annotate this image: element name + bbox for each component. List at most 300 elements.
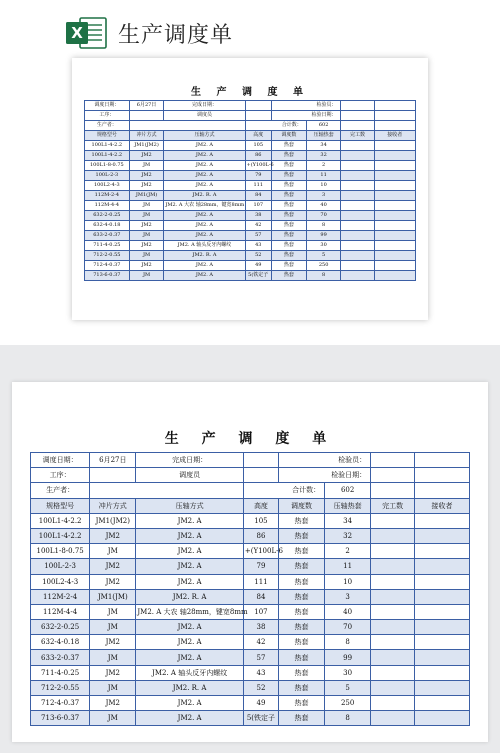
punch-method-cell: JM xyxy=(90,650,136,665)
receiver-cell[interactable] xyxy=(374,141,415,151)
dispatch-cell: 热套 xyxy=(271,181,306,191)
height-cell: 42 xyxy=(243,635,278,650)
punch-method-cell: JM2 xyxy=(129,221,164,231)
process-value[interactable] xyxy=(129,111,164,121)
spec-cell: 100L1-4-2.2 xyxy=(31,513,90,528)
table-row xyxy=(85,241,416,251)
producer-label: 生产者： xyxy=(85,121,130,131)
punch-method-cell: JM xyxy=(90,544,136,559)
dispatch-cell: 热套 xyxy=(271,161,306,171)
dispatch-cell: 热套 xyxy=(279,559,325,574)
receiver-cell[interactable] xyxy=(415,711,470,726)
blank-cell xyxy=(374,121,415,131)
inspector-value[interactable] xyxy=(341,101,374,111)
punch-method-cell: JM xyxy=(129,271,164,281)
excel-logo-letter: X xyxy=(71,24,83,42)
height-cell: 86 xyxy=(245,151,271,161)
producer-value[interactable] xyxy=(90,483,244,498)
excel-icon xyxy=(64,15,108,51)
completed-cell[interactable] xyxy=(341,271,374,281)
height-cell: 57 xyxy=(245,231,271,241)
punch-method-cell: JM xyxy=(129,251,164,261)
punch-method-cell: JM2 xyxy=(90,665,136,680)
receiver-cell[interactable] xyxy=(415,650,470,665)
finish-date-value[interactable] xyxy=(243,453,278,468)
press-method-cell: JM2. A xyxy=(164,261,245,271)
press-fit-cell: 11 xyxy=(325,559,371,574)
spec-cell: 112M-4-4 xyxy=(31,604,90,619)
press-method-cell: JM2. A xyxy=(164,141,245,151)
press-method-cell: JM2. A xyxy=(136,620,244,635)
spec-cell: 712-4-0.37 xyxy=(31,696,90,711)
press-fit-cell: 5 xyxy=(325,680,371,695)
table-row xyxy=(31,635,470,650)
height-cell: 86 xyxy=(243,528,278,543)
app-header xyxy=(0,0,500,55)
table-row xyxy=(85,171,416,181)
column-header: 规格型号 xyxy=(31,498,90,513)
press-fit-cell: 8 xyxy=(306,271,341,281)
press-fit-cell: 8 xyxy=(325,635,371,650)
table-row xyxy=(31,559,470,574)
dispatch-cell: 热套 xyxy=(271,171,306,181)
height-cell: 79 xyxy=(245,171,271,181)
press-fit-cell: 70 xyxy=(306,211,341,221)
punch-method-cell: JM xyxy=(129,161,164,171)
blank-cell xyxy=(415,453,470,468)
column-header: 压轴方式 xyxy=(164,131,245,141)
press-method-cell: JM2. R. A xyxy=(136,680,244,695)
receiver-cell[interactable] xyxy=(374,161,415,171)
press-method-cell: JM2. A xyxy=(136,696,244,711)
receiver-cell[interactable] xyxy=(415,620,470,635)
press-method-cell: JM2. A 轴头反牙内螺纹 xyxy=(164,241,245,251)
dispatch-table xyxy=(30,452,470,726)
column-header: 完工数 xyxy=(341,131,374,141)
completed-cell[interactable] xyxy=(341,251,374,261)
press-method-cell: JM2. A xyxy=(136,574,244,589)
table-row xyxy=(85,251,416,261)
press-fit-cell: 34 xyxy=(306,141,341,151)
press-fit-cell: 5 xyxy=(306,251,341,261)
table-row xyxy=(31,528,470,543)
spec-cell: 632-4-0.18 xyxy=(31,635,90,650)
completed-cell[interactable] xyxy=(371,574,415,589)
receiver-cell[interactable] xyxy=(415,574,470,589)
inspector-label: 检验员： xyxy=(279,453,371,468)
table-row xyxy=(31,650,470,665)
receiver-cell[interactable] xyxy=(374,221,415,231)
receiver-cell[interactable] xyxy=(374,271,415,281)
info-row-process xyxy=(31,468,470,483)
spec-cell: 100L1-8-0.75 xyxy=(85,161,130,171)
dispatch-cell: 热套 xyxy=(271,141,306,151)
receiver-cell[interactable] xyxy=(415,604,470,619)
height-cell: 111 xyxy=(245,181,271,191)
press-fit-cell: 40 xyxy=(325,604,371,619)
receiver-cell[interactable] xyxy=(415,665,470,680)
blank-cell xyxy=(341,121,374,131)
column-header: 完工数 xyxy=(371,498,415,513)
process-label: 工序： xyxy=(31,468,90,483)
process-label: 工序： xyxy=(85,111,130,121)
height-cell: 79 xyxy=(243,559,278,574)
dispatch-cell: 热套 xyxy=(271,251,306,261)
press-method-cell: JM2. A xyxy=(136,528,244,543)
press-fit-cell: 11 xyxy=(306,171,341,181)
receiver-cell[interactable] xyxy=(374,171,415,181)
press-method-cell: JM2. A 大农 轴28mm，键宽8mm xyxy=(164,201,245,211)
dispatch-cell: 热套 xyxy=(279,528,325,543)
total-label: 合计数： xyxy=(245,121,306,131)
punch-method-cell: JM xyxy=(90,711,136,726)
spec-cell: 100L1-4-2.2 xyxy=(31,528,90,543)
press-method-cell: JM2. A 大农 轴28mm，键宽8mm xyxy=(136,604,244,619)
dispatcher-label: 调度员 xyxy=(136,468,244,483)
punch-method-cell: JM1(JM2) xyxy=(90,513,136,528)
completed-cell[interactable] xyxy=(341,191,374,201)
sheet-main xyxy=(12,382,488,742)
dispatch-cell: 热套 xyxy=(279,574,325,589)
column-header-row xyxy=(85,131,416,141)
column-header: 接收者 xyxy=(415,498,470,513)
spec-cell: 712-2-0.55 xyxy=(31,680,90,695)
blank-cell xyxy=(415,468,470,483)
punch-method-cell: JM xyxy=(129,211,164,221)
punch-method-cell: JM2 xyxy=(90,635,136,650)
press-method-cell: JM2. A xyxy=(164,221,245,231)
press-method-cell: JM2. A xyxy=(164,151,245,161)
press-method-cell: JM2. A xyxy=(164,211,245,221)
press-method-cell: JM2. R. A xyxy=(136,589,244,604)
receiver-cell[interactable] xyxy=(374,211,415,221)
press-fit-cell: 250 xyxy=(325,696,371,711)
punch-method-cell: JM1(JM) xyxy=(90,589,136,604)
completed-cell[interactable] xyxy=(371,559,415,574)
completed-cell[interactable] xyxy=(371,711,415,726)
table-row xyxy=(85,211,416,221)
info-row-producer xyxy=(31,483,470,498)
punch-method-cell: JM2 xyxy=(90,574,136,589)
dispatch-cell: 热套 xyxy=(271,271,306,281)
process-value[interactable] xyxy=(90,468,136,483)
press-fit-cell: 10 xyxy=(306,181,341,191)
dispatch-cell: 热套 xyxy=(279,711,325,726)
preview-dispatch-table xyxy=(84,100,416,281)
receiver-cell[interactable] xyxy=(374,261,415,271)
punch-method-cell: JM2 xyxy=(90,528,136,543)
finish-date-value[interactable] xyxy=(245,101,271,111)
press-method-cell: JM2. A xyxy=(136,711,244,726)
dispatch-cell: 热套 xyxy=(279,620,325,635)
spec-cell: 632-4-0.18 xyxy=(85,221,130,231)
spec-cell: 633-2-0.37 xyxy=(31,650,90,665)
receiver-cell[interactable] xyxy=(374,191,415,201)
completed-cell[interactable] xyxy=(341,241,374,251)
press-method-cell: JM2. A xyxy=(164,161,245,171)
press-fit-cell: 10 xyxy=(325,574,371,589)
dispatch-cell: 热套 xyxy=(279,696,325,711)
press-fit-cell: 30 xyxy=(325,665,371,680)
table-row xyxy=(85,141,416,151)
column-header: 压轴热套 xyxy=(306,131,341,141)
producer-value[interactable] xyxy=(129,121,245,131)
press-method-cell: JM2. A xyxy=(136,635,244,650)
press-method-cell: JM2. R. A xyxy=(164,251,245,261)
press-fit-cell: 40 xyxy=(306,201,341,211)
completed-cell[interactable] xyxy=(371,680,415,695)
punch-method-cell: JM1(JM2) xyxy=(129,141,164,151)
table-row xyxy=(31,620,470,635)
info-row-dates xyxy=(85,101,416,111)
press-method-cell: JM2. A xyxy=(164,271,245,281)
dispatch-cell: 热套 xyxy=(271,211,306,221)
table-row xyxy=(31,711,470,726)
table-row xyxy=(85,181,416,191)
press-method-cell: JM2. A xyxy=(136,650,244,665)
completed-cell[interactable] xyxy=(371,513,415,528)
height-cell: 84 xyxy=(243,589,278,604)
sheet-preview[interactable] xyxy=(72,58,428,320)
spec-cell: 712-2-0.55 xyxy=(85,251,130,261)
press-fit-cell: 99 xyxy=(306,231,341,241)
punch-method-cell: JM2 xyxy=(90,559,136,574)
height-cell: +(Y100L-6 xyxy=(245,161,271,171)
spec-cell: 633-2-0.37 xyxy=(85,231,130,241)
press-fit-cell: 2 xyxy=(306,161,341,171)
spec-cell: 711-4-0.25 xyxy=(31,665,90,680)
receiver-cell[interactable] xyxy=(374,151,415,161)
table-row xyxy=(31,680,470,695)
table-row xyxy=(31,513,470,528)
dispatch-cell: 热套 xyxy=(279,513,325,528)
completed-cell[interactable] xyxy=(341,231,374,241)
height-cell: 105 xyxy=(245,141,271,151)
dispatcher-value[interactable] xyxy=(243,468,278,483)
table-row xyxy=(31,604,470,619)
press-fit-cell: 99 xyxy=(325,650,371,665)
height-cell: 52 xyxy=(245,251,271,261)
completed-cell[interactable] xyxy=(341,151,374,161)
completed-cell[interactable] xyxy=(341,141,374,151)
press-fit-cell: 70 xyxy=(325,620,371,635)
height-cell: 111 xyxy=(243,574,278,589)
dispatch-cell: 热套 xyxy=(271,261,306,271)
height-cell: 43 xyxy=(245,241,271,251)
table-row xyxy=(85,271,416,281)
dispatch-cell: 热套 xyxy=(279,589,325,604)
punch-method-cell: JM xyxy=(129,231,164,241)
spec-cell: 100L1-4-2.2 xyxy=(85,151,130,161)
dispatch-cell: 热套 xyxy=(271,231,306,241)
spec-cell: 100L-2-3 xyxy=(31,559,90,574)
receiver-cell[interactable] xyxy=(415,528,470,543)
dispatcher-label: 调度员 xyxy=(164,111,245,121)
finish-date-label: 完成日期： xyxy=(136,453,244,468)
height-cell: 57 xyxy=(243,650,278,665)
press-fit-cell: 32 xyxy=(325,528,371,543)
column-header: 冲片方式 xyxy=(90,498,136,513)
table-row xyxy=(31,665,470,680)
info-row-dates xyxy=(31,453,470,468)
press-method-cell: JM2. A xyxy=(164,181,245,191)
completed-cell[interactable] xyxy=(371,528,415,543)
height-cell: 43 xyxy=(243,665,278,680)
spec-cell: 112M-2-4 xyxy=(31,589,90,604)
date-label: 调度日期： xyxy=(85,101,130,111)
receiver-cell[interactable] xyxy=(415,696,470,711)
press-fit-cell: 32 xyxy=(306,151,341,161)
inspect-date-label: 检验日期： xyxy=(271,111,341,121)
spec-cell: 713-6-0.37 xyxy=(85,271,130,281)
spec-cell: 112M-4-4 xyxy=(85,201,130,211)
receiver-cell[interactable] xyxy=(415,559,470,574)
press-fit-cell: 3 xyxy=(325,589,371,604)
table-row xyxy=(85,231,416,241)
blank-cell xyxy=(374,111,415,121)
column-header-row xyxy=(31,498,470,513)
table-row xyxy=(31,696,470,711)
completed-cell[interactable] xyxy=(341,171,374,181)
date-value[interactable]: 6月27日 xyxy=(90,453,136,468)
finish-date-label: 完成日期： xyxy=(164,101,245,111)
height-cell: 107 xyxy=(243,604,278,619)
press-method-cell: JM2. A xyxy=(136,544,244,559)
column-header: 冲片方式 xyxy=(129,131,164,141)
table-row xyxy=(31,574,470,589)
dispatch-cell: 热套 xyxy=(279,680,325,695)
date-label: 调度日期： xyxy=(31,453,90,468)
completed-cell[interactable] xyxy=(341,201,374,211)
dispatch-cell: 热套 xyxy=(279,650,325,665)
receiver-cell[interactable] xyxy=(374,251,415,261)
spec-cell: 713-6-0.37 xyxy=(31,711,90,726)
press-method-cell: JM2. A xyxy=(136,513,244,528)
completed-cell[interactable] xyxy=(341,211,374,221)
receiver-cell[interactable] xyxy=(374,231,415,241)
spec-cell: 711-4-0.25 xyxy=(85,241,130,251)
spec-cell: 100L-2-3 xyxy=(85,171,130,181)
punch-method-cell: JM xyxy=(129,201,164,211)
table-row xyxy=(31,589,470,604)
dispatch-cell: 热套 xyxy=(271,151,306,161)
punch-method-cell: JM2 xyxy=(129,181,164,191)
inspector-value[interactable] xyxy=(371,453,415,468)
completed-cell[interactable] xyxy=(371,635,415,650)
table-row xyxy=(85,151,416,161)
completed-cell[interactable] xyxy=(371,620,415,635)
completed-cell[interactable] xyxy=(371,544,415,559)
doc-title: 生 产 调 度 单 xyxy=(164,431,336,447)
inspector-label: 检验员： xyxy=(271,101,341,111)
height-cell: +(Y100L-6 xyxy=(243,544,278,559)
dispatch-cell: 热套 xyxy=(271,241,306,251)
dispatch-cell: 热套 xyxy=(279,665,325,680)
table-row xyxy=(85,161,416,171)
press-fit-cell: 8 xyxy=(306,221,341,231)
completed-cell[interactable] xyxy=(371,665,415,680)
column-header: 高度 xyxy=(243,498,278,513)
spec-cell: 100L2-4-3 xyxy=(85,181,130,191)
receiver-cell[interactable] xyxy=(415,544,470,559)
completed-cell[interactable] xyxy=(341,161,374,171)
column-header: 压轴热套 xyxy=(325,498,371,513)
press-method-cell: JM2. A xyxy=(136,559,244,574)
completed-cell[interactable] xyxy=(371,696,415,711)
spec-cell: 100L1-4-2.2 xyxy=(85,141,130,151)
column-header: 调度数 xyxy=(279,498,325,513)
date-value[interactable]: 6月27日 xyxy=(129,101,164,111)
column-header: 接收者 xyxy=(374,131,415,141)
height-cell: 52 xyxy=(243,680,278,695)
dispatch-cell: 热套 xyxy=(279,635,325,650)
dispatch-cell: 热套 xyxy=(271,191,306,201)
press-method-cell: JM2. R. A xyxy=(164,191,245,201)
height-cell: 107 xyxy=(245,201,271,211)
blank-cell xyxy=(371,483,415,498)
completed-cell[interactable] xyxy=(371,650,415,665)
receiver-cell[interactable] xyxy=(415,680,470,695)
press-fit-cell: 3 xyxy=(306,191,341,201)
punch-method-cell: JM2 xyxy=(129,241,164,251)
receiver-cell[interactable] xyxy=(415,589,470,604)
blank-cell xyxy=(374,101,415,111)
info-row-process xyxy=(85,111,416,121)
receiver-cell[interactable] xyxy=(415,513,470,528)
press-method-cell: JM2. A 轴头反牙内螺纹 xyxy=(136,665,244,680)
receiver-cell[interactable] xyxy=(374,241,415,251)
completed-cell[interactable] xyxy=(341,261,374,271)
receiver-cell[interactable] xyxy=(415,635,470,650)
total-value: 602 xyxy=(306,121,341,131)
inspect-date-value[interactable] xyxy=(371,468,415,483)
inspect-date-value[interactable] xyxy=(341,111,374,121)
spec-cell: 112M-2-4 xyxy=(85,191,130,201)
column-header: 调度数 xyxy=(271,131,306,141)
receiver-cell[interactable] xyxy=(374,201,415,211)
punch-method-cell: JM2 xyxy=(129,151,164,161)
table-row xyxy=(31,544,470,559)
completed-cell[interactable] xyxy=(341,221,374,231)
completed-cell[interactable] xyxy=(341,181,374,191)
height-cell: 105 xyxy=(243,513,278,528)
preview-doc-title: 生 产 调 度 单 xyxy=(191,87,309,98)
page-title: 生产调度单 xyxy=(118,23,234,48)
dispatch-cell: 热套 xyxy=(271,221,306,231)
completed-cell[interactable] xyxy=(371,589,415,604)
dispatch-cell: 热套 xyxy=(279,544,325,559)
producer-label: 生产者： xyxy=(31,483,90,498)
table-row xyxy=(85,221,416,231)
total-label: 合计数： xyxy=(243,483,324,498)
completed-cell[interactable] xyxy=(371,604,415,619)
punch-method-cell: JM2 xyxy=(90,696,136,711)
height-cell: 49 xyxy=(243,696,278,711)
height-cell: 38 xyxy=(245,211,271,221)
press-fit-cell: 250 xyxy=(306,261,341,271)
info-row-producer xyxy=(85,121,416,131)
blank-cell xyxy=(415,483,470,498)
receiver-cell[interactable] xyxy=(374,181,415,191)
punch-method-cell: JM2 xyxy=(129,261,164,271)
height-cell: 42 xyxy=(245,221,271,231)
column-header: 高度 xyxy=(245,131,271,141)
press-fit-cell: 34 xyxy=(325,513,371,528)
dispatcher-value[interactable] xyxy=(245,111,271,121)
column-header: 压轴方式 xyxy=(136,498,244,513)
spec-cell: 632-2-0.25 xyxy=(85,211,130,221)
punch-method-cell: JM2 xyxy=(129,171,164,181)
